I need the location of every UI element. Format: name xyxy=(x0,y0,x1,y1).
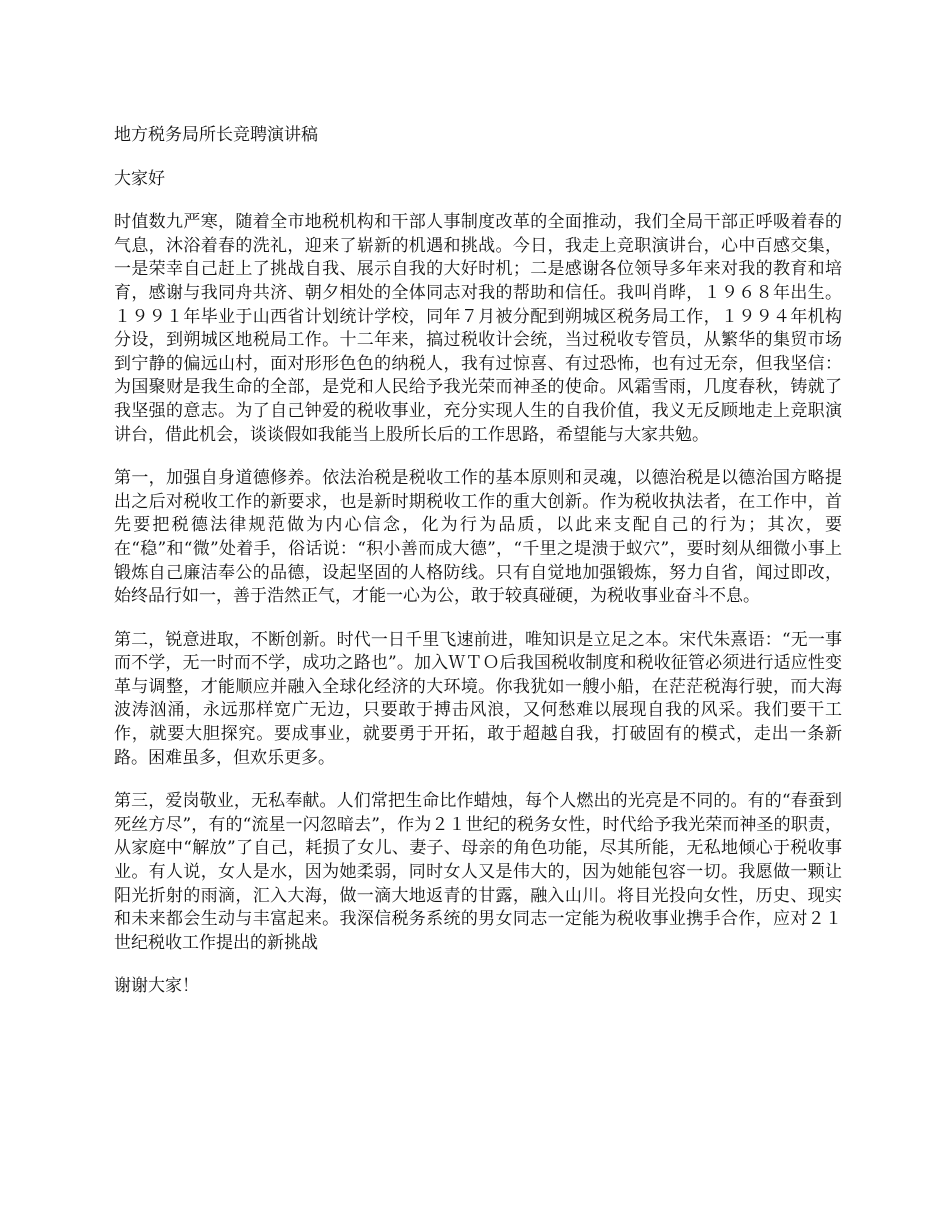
closing-line: 谢谢大家！ xyxy=(114,976,199,997)
paragraph-second-point: 第二，锐意进取，不断创新。时代一日千里飞速前进，唯知识是立足之本。宋代朱熹语：“无一事而不学，无一时而不学，成功之路也”。加入ＷＴＯ后我国税收制度和税收征管必须进行适应性变革与调整，才能顺应并融入全球化经济的大环境。你我犹如一艘小船，在茫茫税海行驶，而大海波涛汹涌，永远那样宽广无边，只要敢于搏击风浪，又何愁难以展现自我的风采。我们要干工作，就要大胆探究。要成事业，就要勇于开拓，敢于超越自我，打破固有的模式，走出一条新路。困难虽多，但欢乐更多。 xyxy=(114,629,842,768)
paragraph-first-point: 第一，加强自身道德修养。依法治税是税收工作的基本原则和灵魂，以德治税是以德治国方略提出之后对税收工作的新要求，也是新时期税收工作的重大创新。作为税收执法者，在工作中，首先要把税德法律规范做为内心信念，化为行为品质，以此来支配自己的行为；其次，要在“稳”和“微”处着手，俗话说：“积小善而成大德”，“千里之堤溃于蚁穴”，要时刻从细微小事上锻炼自己廉洁奉公的品德，设起坚固的人格防线。只有自觉地加强锻炼，努力自省，闻过即改，始终品行如一，善于浩然正气，才能一心为公，敢于较真碰硬，为税收事业奋斗不息。 xyxy=(114,468,842,607)
greeting: 大家好 xyxy=(114,168,165,189)
paragraph-intro: 时值数九严寒，随着全市地税机构和干部人事制度改革的全面推动，我们全局干部正呼吸着春的气息，沐浴着春的洗礼，迎来了崭新的机遇和挑战。今日，我走上竞职演讲台，心中百感交集，一是荣幸自己赶上了挑战自我、展示自我的大好时机；二是感谢各位领导多年来对我的教育和培育，感谢与我同舟共济、朝夕相处的全体同志对我的帮助和信任。我叫肖晔，１９６８年出生。１９９１年毕业于山西省计划统计学校，同年７月被分配到朔城区税务局工作，１９９４年机构分设，到朔城区地税局工作。十二年来，搞过税收计会统，当过税收专管员，从繁华的集贸市场到宁静的偏远山村，面对形形色色的纳税人，我有过惊喜、有过恐怖，也有过无奈，但我坚信：为国聚财是我生命的全部，是党和人民给予我光荣而神圣的使命。风霜雪雨，几度春秋，铸就了我坚强的意志。为了自己钟爱的税收事业，充分实现人生的自我价值，我义无反顾地走上竞职演讲台，借此机会，谈谈假如我能当上股所长后的工作思路，希望能与大家共勉。 xyxy=(114,212,842,445)
document-title: 地方税务局所长竞聘演讲稿 xyxy=(114,125,318,145)
document-page xyxy=(114,124,842,999)
paragraph-third-point: 第三，爱岗敬业，无私奉献。人们常把生命比作蜡烛，每个人燃出的光亮是不同的。有的“春蚕到死丝方尽”，有的“流星一闪忽暗去”，作为２１世纪的税务女性，时代给予我光荣而神圣的职责，从家庭中“解放”了自己，耗损了女儿、妻子、母亲的角色功能，尽其所能，无私地倾心于税收事业。有人说，女人是水，因为她柔弱，同时女人又是伟大的，因为她能包容一切。我愿做一颗让阳光折射的雨滴，汇入大海，做一滴大地返青的甘露，融入山川。将目光投向女性，历史、现实和未来都会生动与丰富起来。我深信税务系统的男女同志一定能为税收事业携手合作，应对２１世纪税收工作提出的新挑战 xyxy=(114,791,842,953)
